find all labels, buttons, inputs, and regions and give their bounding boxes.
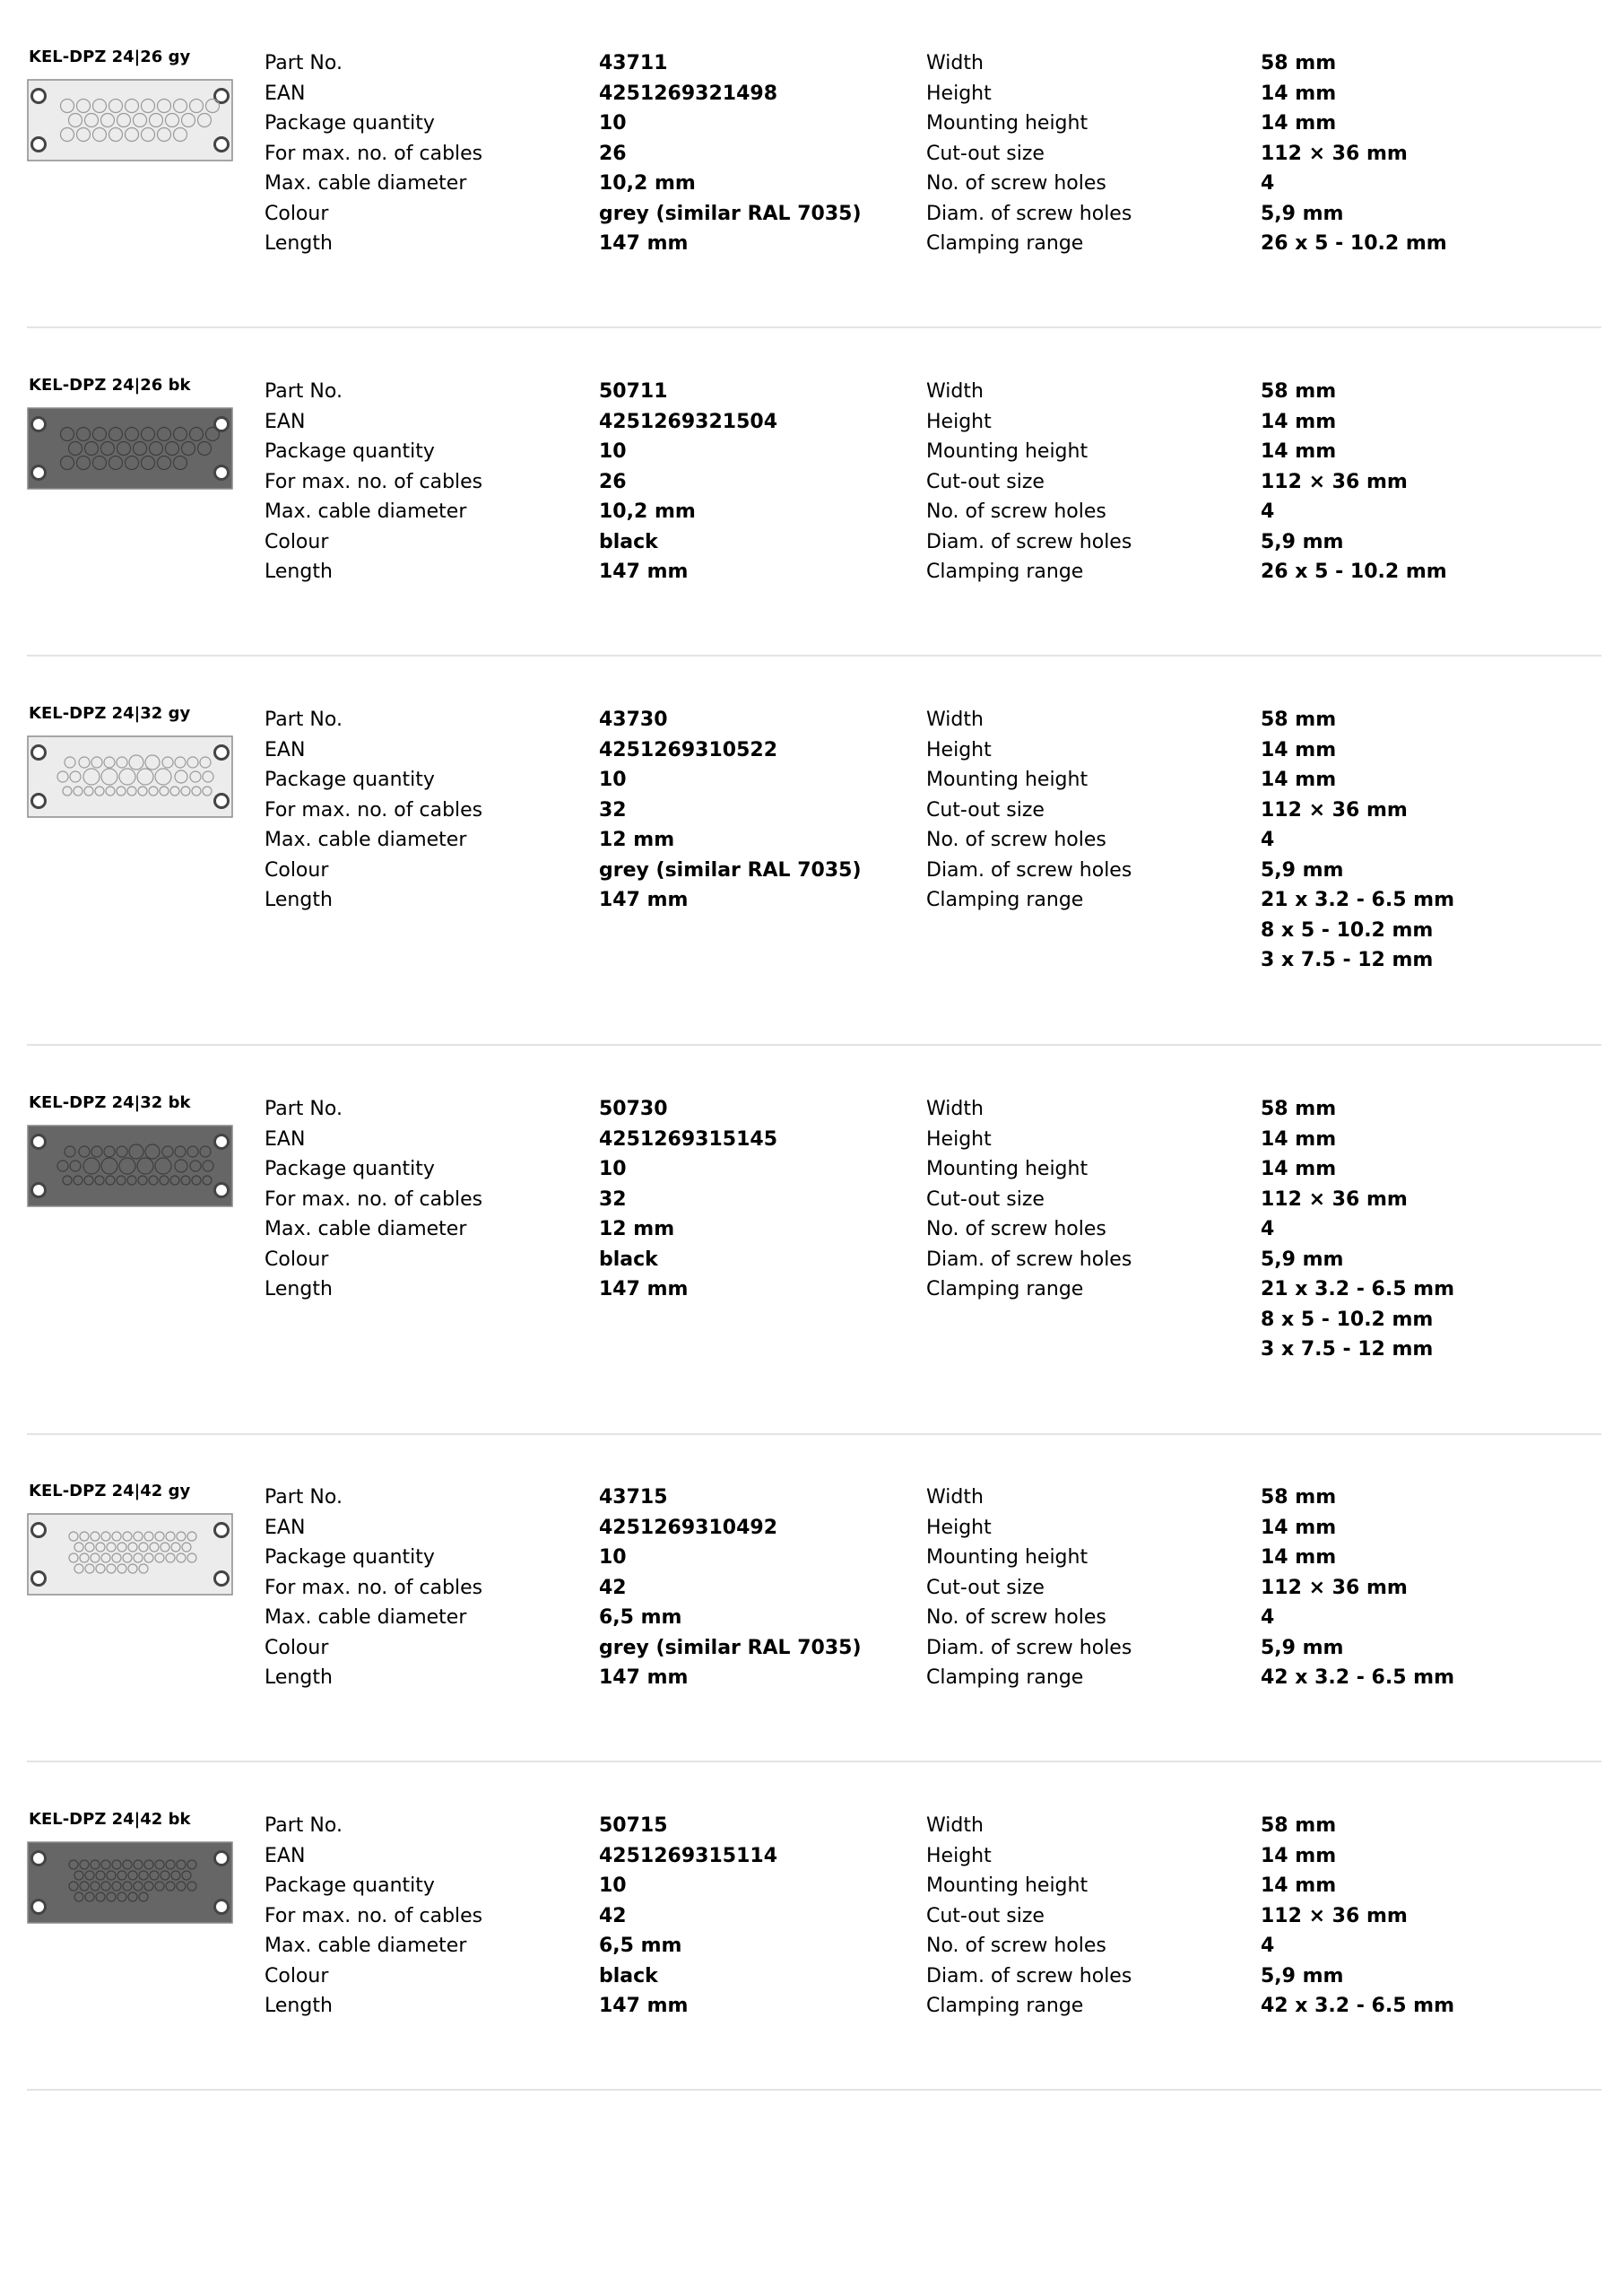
label-package-quantity: Package quantity <box>265 440 435 463</box>
screw-hole-icon <box>32 138 46 152</box>
value-part-no: 50715 <box>599 1814 668 1837</box>
label-max-cables: For max. no. of cables <box>265 1187 483 1211</box>
value-screw-holes: 4 <box>1261 500 1275 523</box>
label-colour: Colour <box>265 858 329 882</box>
spec-labels-left <box>265 1811 482 2022</box>
product-title: KEL-DPZ 24|26 bk <box>29 376 191 395</box>
label-screw-hole-diameter: Diam. of screw holes <box>926 1964 1132 1987</box>
value-mounting-height: 14 mm <box>1261 1158 1337 1180</box>
screw-hole-icon <box>215 1135 229 1149</box>
product-title: KEL-DPZ 24|32 gy <box>29 704 191 723</box>
screw-hole-icon <box>32 1135 46 1149</box>
spec-values-right <box>1261 377 1447 587</box>
label-width: Width <box>926 380 984 403</box>
product-image <box>27 735 233 818</box>
value-max-cable-diameter: 12 mm <box>599 1218 675 1240</box>
label-height: Height <box>926 1516 992 1539</box>
value-width: 58 mm <box>1261 1486 1337 1509</box>
label-colour: Colour <box>265 530 329 553</box>
spec-labels-left <box>265 377 482 587</box>
value-screw-holes: 4 <box>1261 172 1275 195</box>
value-package-quantity: 10 <box>599 769 627 791</box>
label-max-cables: For max. no. of cables <box>265 470 483 493</box>
label-max-cables: For max. no. of cables <box>265 1576 483 1599</box>
value-clamping-range: 26 x 5 - 10.2 mm <box>1261 232 1447 255</box>
value-part-no: 43715 <box>599 1486 668 1509</box>
spec-labels-right <box>926 377 1132 587</box>
value-height: 14 mm <box>1261 1516 1337 1539</box>
value-cut-out-size: 112 × 36 mm <box>1261 798 1408 822</box>
value-max-cable-diameter: 6,5 mm <box>599 1606 682 1629</box>
label-part-no: Part No. <box>265 709 343 731</box>
label-screw-hole-diameter: Diam. of screw holes <box>926 1248 1132 1271</box>
label-part-no: Part No. <box>265 1098 343 1120</box>
label-length: Length <box>265 1666 333 1689</box>
value-length: 147 mm <box>599 889 689 911</box>
label-package-quantity: Package quantity <box>265 769 435 791</box>
value-mounting-height: 14 mm <box>1261 112 1337 135</box>
spec-values-left <box>599 1483 862 1693</box>
value-colour: black <box>599 530 658 553</box>
label-max-cable-diameter: Max. cable diameter <box>265 1218 467 1240</box>
label-ean: EAN <box>265 738 306 761</box>
label-cut-out-size: Cut-out size <box>926 1904 1045 1927</box>
value-ean: 4251269315114 <box>599 1844 777 1867</box>
label-height: Height <box>926 738 992 761</box>
spec-labels-right <box>926 1811 1132 2022</box>
label-ean: EAN <box>265 410 306 433</box>
spec-labels-left <box>265 1094 482 1305</box>
label-screw-hole-diameter: Diam. of screw holes <box>926 202 1132 225</box>
label-screw-holes: No. of screw holes <box>926 500 1106 523</box>
value-package-quantity: 10 <box>599 1158 627 1180</box>
value-part-no: 43730 <box>599 709 668 731</box>
spec-values-left <box>599 705 862 916</box>
value-mounting-height: 14 mm <box>1261 1874 1337 1897</box>
product-image <box>27 79 233 161</box>
product-block <box>27 1809 1601 2091</box>
gland-plate-image <box>27 1125 233 1207</box>
label-clamping-range: Clamping range <box>926 561 1084 583</box>
screw-hole-icon <box>215 746 229 760</box>
label-ean: EAN <box>265 1844 306 1867</box>
value-package-quantity: 10 <box>599 112 627 135</box>
spec-labels-right <box>926 48 1132 259</box>
label-max-cables: For max. no. of cables <box>265 1904 483 1927</box>
label-cut-out-size: Cut-out size <box>926 142 1045 165</box>
value-max-cable-diameter: 10,2 mm <box>599 172 696 195</box>
screw-hole-icon <box>215 138 229 152</box>
spec-values-right <box>1261 1094 1454 1365</box>
screw-hole-icon <box>32 418 46 431</box>
label-screw-holes: No. of screw holes <box>926 1218 1106 1240</box>
value-screw-holes: 4 <box>1261 1218 1275 1240</box>
value-length: 147 mm <box>599 232 689 255</box>
value-length: 147 mm <box>599 561 689 583</box>
screw-hole-icon <box>32 90 46 103</box>
value-clamping-range: 42 x 3.2 - 6.5 mm <box>1261 1666 1455 1689</box>
screw-hole-icon <box>215 1184 229 1197</box>
value-clamping-range: 8 x 5 - 10.2 mm <box>1261 1308 1434 1331</box>
label-part-no: Part No. <box>265 1486 343 1509</box>
value-width: 58 mm <box>1261 380 1337 403</box>
value-package-quantity: 10 <box>599 1546 627 1569</box>
label-clamping-range: Clamping range <box>926 889 1084 911</box>
value-clamping-range: 26 x 5 - 10.2 mm <box>1261 561 1447 583</box>
spec-values-left <box>599 1094 777 1305</box>
label-screw-holes: No. of screw holes <box>926 829 1106 851</box>
label-mounting-height: Mounting height <box>926 1546 1089 1569</box>
value-max-cable-diameter: 6,5 mm <box>599 1935 682 1957</box>
value-width: 58 mm <box>1261 1814 1337 1837</box>
label-screw-hole-diameter: Diam. of screw holes <box>926 858 1132 882</box>
label-mounting-height: Mounting height <box>926 1874 1089 1897</box>
label-mounting-height: Mounting height <box>926 769 1089 791</box>
label-clamping-range: Clamping range <box>926 232 1084 255</box>
value-screw-hole-diameter: 5,9 mm <box>1261 1636 1344 1659</box>
value-ean: 4251269321504 <box>599 410 777 433</box>
label-max-cable-diameter: Max. cable diameter <box>265 1606 467 1629</box>
label-max-cable-diameter: Max. cable diameter <box>265 1935 467 1957</box>
label-screw-holes: No. of screw holes <box>926 1935 1106 1957</box>
value-width: 58 mm <box>1261 52 1337 74</box>
label-length: Length <box>265 1995 333 2017</box>
plate-body <box>28 736 232 817</box>
label-package-quantity: Package quantity <box>265 1874 435 1897</box>
label-screw-holes: No. of screw holes <box>926 172 1106 195</box>
value-max-cable-diameter: 12 mm <box>599 829 675 851</box>
value-ean: 4251269310522 <box>599 738 777 761</box>
screw-hole-icon <box>32 1572 46 1586</box>
label-max-cables: For max. no. of cables <box>265 798 483 822</box>
value-clamping-range: 3 x 7.5 - 12 mm <box>1261 949 1434 971</box>
spec-values-right <box>1261 48 1447 259</box>
product-title: KEL-DPZ 24|32 bk <box>29 1093 191 1112</box>
label-colour: Colour <box>265 202 329 225</box>
screw-hole-icon <box>32 1184 46 1197</box>
value-ean: 4251269315145 <box>599 1127 777 1151</box>
label-cut-out-size: Cut-out size <box>926 1187 1045 1211</box>
spec-values-right <box>1261 1483 1454 1693</box>
label-screw-holes: No. of screw holes <box>926 1606 1106 1629</box>
value-screw-hole-diameter: 5,9 mm <box>1261 1248 1344 1271</box>
spec-labels-left <box>265 48 482 259</box>
label-width: Width <box>926 1098 984 1120</box>
label-height: Height <box>926 1127 992 1151</box>
product-image <box>27 1513 233 1596</box>
value-screw-hole-diameter: 5,9 mm <box>1261 1964 1344 1987</box>
value-mounting-height: 14 mm <box>1261 1546 1337 1569</box>
value-length: 147 mm <box>599 1995 689 2017</box>
value-height: 14 mm <box>1261 82 1337 105</box>
gland-plate-image <box>27 1841 233 1924</box>
screw-hole-icon <box>32 1524 46 1537</box>
label-max-cable-diameter: Max. cable diameter <box>265 829 467 851</box>
value-height: 14 mm <box>1261 738 1337 761</box>
value-screw-hole-diameter: 5,9 mm <box>1261 202 1344 225</box>
label-screw-hole-diameter: Diam. of screw holes <box>926 530 1132 553</box>
label-width: Width <box>926 1814 984 1837</box>
value-max-cables: 32 <box>599 1187 627 1211</box>
label-ean: EAN <box>265 1516 306 1539</box>
product-title: KEL-DPZ 24|42 bk <box>29 1810 191 1829</box>
value-screw-holes: 4 <box>1261 829 1275 851</box>
value-max-cables: 32 <box>599 798 627 822</box>
value-clamping-range: 3 x 7.5 - 12 mm <box>1261 1338 1434 1361</box>
product-block <box>27 1481 1601 1762</box>
value-part-no: 43711 <box>599 52 668 74</box>
screw-hole-icon <box>215 1852 229 1866</box>
label-screw-hole-diameter: Diam. of screw holes <box>926 1636 1132 1659</box>
spec-values-right <box>1261 705 1454 976</box>
value-clamping-range: 21 x 3.2 - 6.5 mm <box>1261 1278 1455 1300</box>
product-title: KEL-DPZ 24|26 gy <box>29 48 191 66</box>
label-cut-out-size: Cut-out size <box>926 798 1045 822</box>
gland-plate-image <box>27 407 233 490</box>
spec-labels-left <box>265 1483 482 1693</box>
screw-hole-icon <box>215 1572 229 1586</box>
screw-hole-icon <box>32 746 46 760</box>
gland-plate-image <box>27 79 233 161</box>
label-part-no: Part No. <box>265 52 343 74</box>
gland-plate-image <box>27 1513 233 1596</box>
value-max-cable-diameter: 10,2 mm <box>599 500 696 523</box>
product-image <box>27 407 233 490</box>
screw-hole-icon <box>215 1900 229 1914</box>
label-ean: EAN <box>265 82 306 105</box>
label-clamping-range: Clamping range <box>926 1995 1084 2017</box>
spec-labels-right <box>926 705 1132 916</box>
label-width: Width <box>926 52 984 74</box>
label-width: Width <box>926 709 984 731</box>
label-height: Height <box>926 1844 992 1867</box>
spec-values-left <box>599 1811 777 2022</box>
screw-hole-icon <box>32 795 46 808</box>
value-cut-out-size: 112 × 36 mm <box>1261 470 1408 493</box>
value-part-no: 50711 <box>599 380 668 403</box>
value-package-quantity: 10 <box>599 440 627 463</box>
spec-values-left <box>599 377 777 587</box>
spec-labels-right <box>926 1483 1132 1693</box>
label-cut-out-size: Cut-out size <box>926 470 1045 493</box>
plate-body <box>28 1126 232 1206</box>
screw-hole-icon <box>215 795 229 808</box>
label-cut-out-size: Cut-out size <box>926 1576 1045 1599</box>
value-cut-out-size: 112 × 36 mm <box>1261 1187 1408 1211</box>
label-part-no: Part No. <box>265 380 343 403</box>
value-colour: grey (similar RAL 7035) <box>599 858 862 882</box>
product-title: KEL-DPZ 24|42 gy <box>29 1482 191 1500</box>
value-cut-out-size: 112 × 36 mm <box>1261 1576 1408 1599</box>
value-cut-out-size: 112 × 36 mm <box>1261 142 1408 165</box>
product-image <box>27 1841 233 1924</box>
gland-plate-image <box>27 735 233 818</box>
label-max-cable-diameter: Max. cable diameter <box>265 172 467 195</box>
value-clamping-range: 8 x 5 - 10.2 mm <box>1261 918 1434 942</box>
label-package-quantity: Package quantity <box>265 112 435 135</box>
screw-hole-icon <box>215 1524 229 1537</box>
value-colour: black <box>599 1248 658 1271</box>
value-max-cables: 26 <box>599 142 627 165</box>
product-block <box>27 375 1601 657</box>
value-screw-hole-diameter: 5,9 mm <box>1261 530 1344 553</box>
label-mounting-height: Mounting height <box>926 440 1089 463</box>
value-package-quantity: 10 <box>599 1874 627 1897</box>
label-mounting-height: Mounting height <box>926 1158 1089 1180</box>
value-length: 147 mm <box>599 1666 689 1689</box>
label-height: Height <box>926 410 992 433</box>
value-screw-hole-diameter: 5,9 mm <box>1261 858 1344 882</box>
value-colour: black <box>599 1964 658 1987</box>
value-colour: grey (similar RAL 7035) <box>599 202 862 225</box>
value-colour: grey (similar RAL 7035) <box>599 1636 862 1659</box>
value-clamping-range: 42 x 3.2 - 6.5 mm <box>1261 1995 1455 2017</box>
value-height: 14 mm <box>1261 410 1337 433</box>
label-length: Length <box>265 1278 333 1300</box>
value-ean: 4251269310492 <box>599 1516 777 1539</box>
label-package-quantity: Package quantity <box>265 1546 435 1569</box>
product-image <box>27 1125 233 1207</box>
label-length: Length <box>265 561 333 583</box>
label-clamping-range: Clamping range <box>926 1278 1084 1300</box>
value-clamping-range: 21 x 3.2 - 6.5 mm <box>1261 889 1455 911</box>
label-colour: Colour <box>265 1964 329 1987</box>
screw-hole-icon <box>32 466 46 480</box>
value-width: 58 mm <box>1261 1098 1337 1120</box>
spec-labels-left <box>265 705 482 916</box>
value-max-cables: 42 <box>599 1904 627 1927</box>
spec-labels-right <box>926 1094 1132 1305</box>
label-length: Length <box>265 889 333 911</box>
label-ean: EAN <box>265 1127 306 1151</box>
screw-hole-icon <box>32 1852 46 1866</box>
value-cut-out-size: 112 × 36 mm <box>1261 1904 1408 1927</box>
product-block <box>27 47 1601 328</box>
label-height: Height <box>926 82 992 105</box>
label-colour: Colour <box>265 1636 329 1659</box>
label-mounting-height: Mounting height <box>926 112 1089 135</box>
value-screw-holes: 4 <box>1261 1606 1275 1629</box>
value-height: 14 mm <box>1261 1844 1337 1867</box>
value-length: 147 mm <box>599 1278 689 1300</box>
value-screw-holes: 4 <box>1261 1935 1275 1957</box>
value-part-no: 50730 <box>599 1098 668 1120</box>
label-clamping-range: Clamping range <box>926 1666 1084 1689</box>
label-package-quantity: Package quantity <box>265 1158 435 1180</box>
screw-hole-icon <box>215 466 229 480</box>
label-max-cables: For max. no. of cables <box>265 142 483 165</box>
label-width: Width <box>926 1486 984 1509</box>
label-part-no: Part No. <box>265 1814 343 1837</box>
spec-values-left <box>599 48 862 259</box>
screw-hole-icon <box>32 1900 46 1914</box>
value-width: 58 mm <box>1261 709 1337 731</box>
value-mounting-height: 14 mm <box>1261 440 1337 463</box>
product-block <box>27 703 1601 1046</box>
label-colour: Colour <box>265 1248 329 1271</box>
spec-values-right <box>1261 1811 1454 2022</box>
value-ean: 4251269321498 <box>599 82 777 105</box>
value-height: 14 mm <box>1261 1127 1337 1151</box>
value-max-cables: 42 <box>599 1576 627 1599</box>
value-max-cables: 26 <box>599 470 627 493</box>
label-length: Length <box>265 232 333 255</box>
product-block <box>27 1092 1601 1435</box>
label-max-cable-diameter: Max. cable diameter <box>265 500 467 523</box>
value-mounting-height: 14 mm <box>1261 769 1337 791</box>
